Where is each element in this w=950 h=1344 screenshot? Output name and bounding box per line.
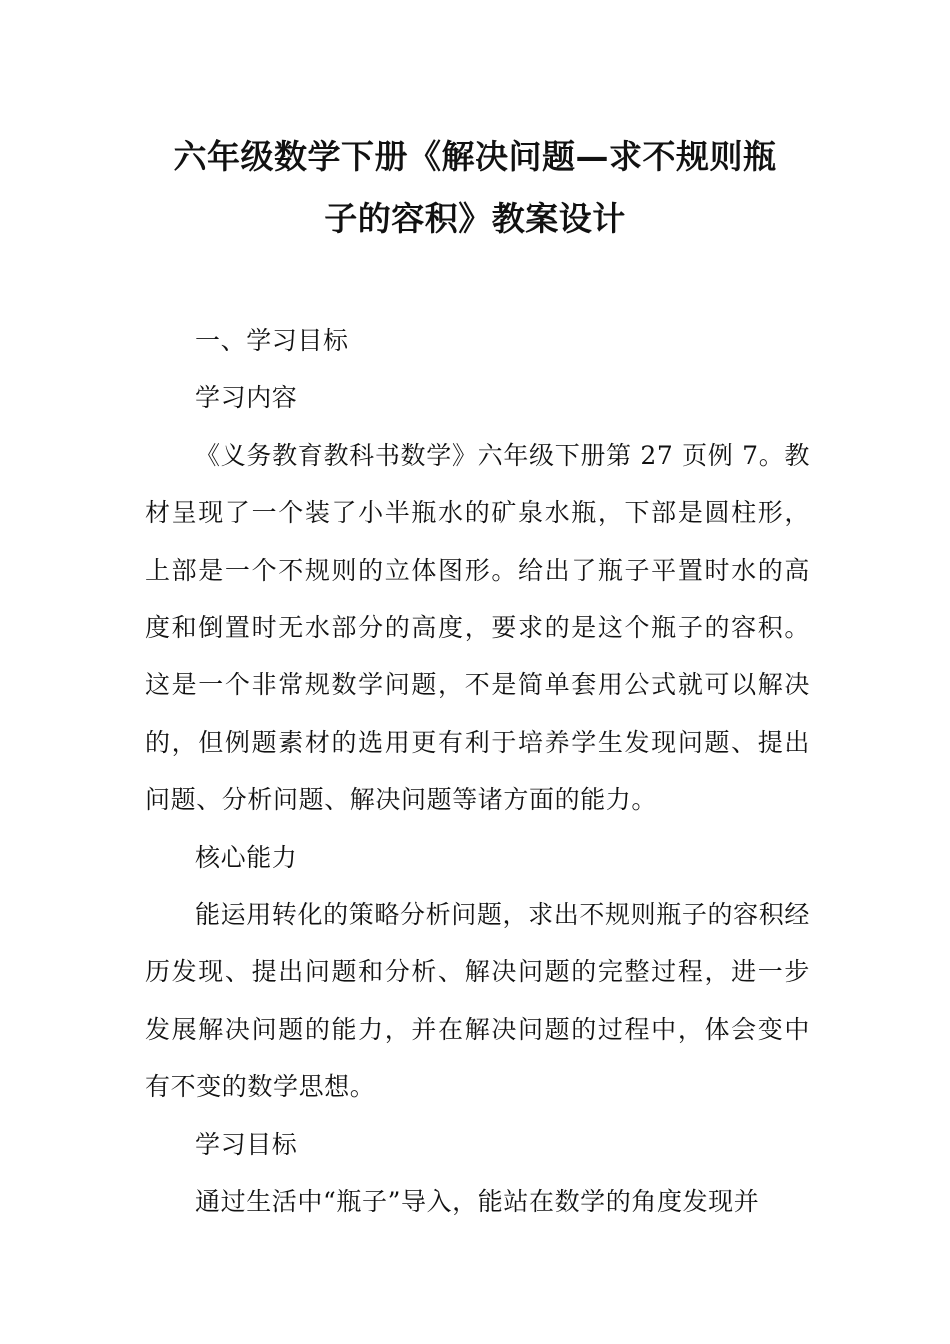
title-line-1: 六年级数学下册《解决问题—求不规则瓶 <box>173 137 777 176</box>
subheading-learning-goals: 学习目标 <box>195 1129 298 1159</box>
document-body <box>145 312 810 1231</box>
paragraph-learning-content: 《义务教育教科书数学》六年级下册第 27 页例 7。教材呈现了一个装了小半瓶水的矿泉水瓶，下部是圆柱形，上部是一个不规则的立体图形。给出了瓶子平置时水的高度和倒置时无水部分的高度，要求的是这个瓶子的容积。这是一个非常规数学问题，不是简单套用公式就可以解决的，但例题素材的选用更有利于培养学生发现问题、提出问题、分析问题、解决问题等诸方面的能力。 <box>145 440 810 815</box>
subheading-learning-content: 学习内容 <box>195 383 298 413</box>
document-title <box>140 126 810 250</box>
section-heading-learning-objectives: 一、学习目标 <box>195 326 349 355</box>
paragraph-core-ability: 能运用转化的策略分析问题，求出不规则瓶子的容积经历发现、提出问题和分析、解决问题的完整过程，进一步发展解决问题的能力，并在解决问题的过程中，体会变中有不变的数学思想。 <box>145 900 810 1102</box>
subheading-core-ability: 核心能力 <box>195 842 298 872</box>
paragraph-learning-goals: 通过生活中“瓶子”导入，能站在数学的角度发现并 <box>195 1187 760 1217</box>
title-line-2: 子的容积》教案设计 <box>324 199 626 238</box>
